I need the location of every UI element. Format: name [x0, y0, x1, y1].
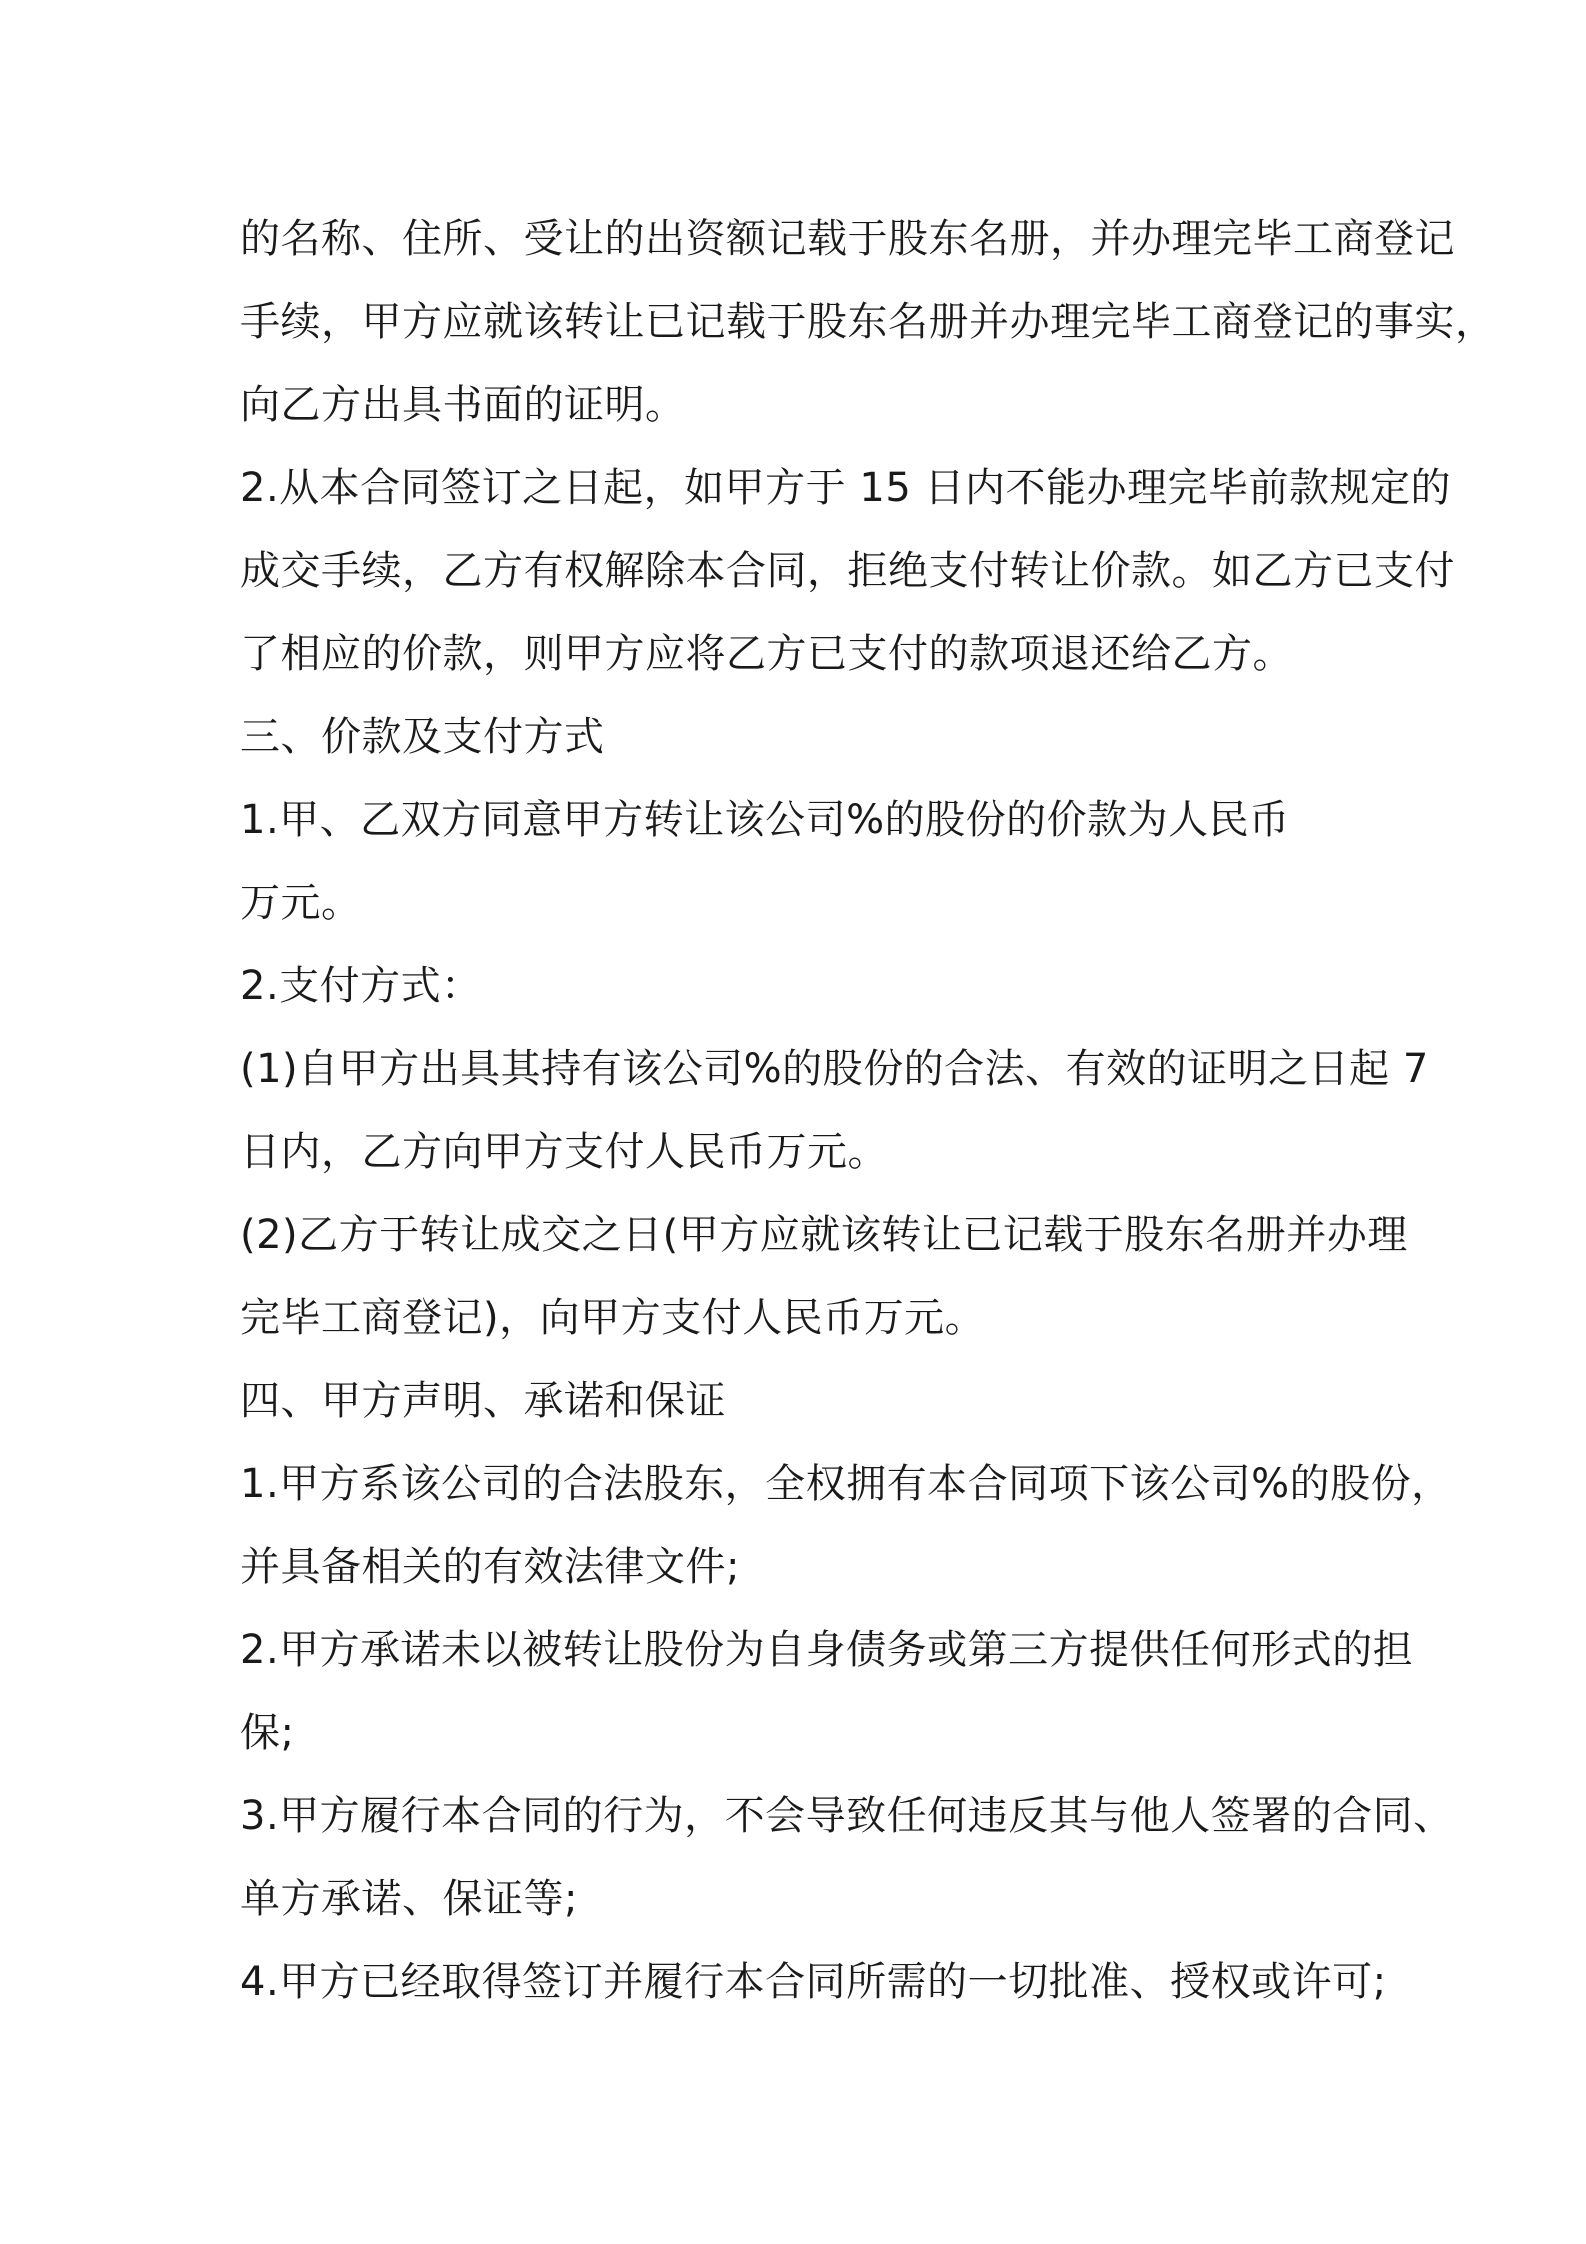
section-heading: 三、价款及支付方式	[240, 714, 605, 760]
text-line: 日内，乙方向甲方支付人民币万元。	[240, 1129, 888, 1175]
text-line: 2.甲方承诺未以被转让股份为自身债务或第三方提供任何形式的担	[240, 1627, 1414, 1673]
text-line: (1)自甲方出具其持有该公司%的股份的合法、有效的证明之日起 7	[240, 1046, 1429, 1092]
text-line: 万元。	[240, 880, 362, 926]
text-line: 2.从本合同签订之日起，如甲方于 15 日内不能办理完毕前款规定的	[240, 465, 1451, 511]
text-line: 向乙方出具书面的证明。	[240, 382, 686, 428]
text-line: 完毕工商登记)，向甲方支付人民币万元。	[240, 1295, 986, 1341]
section-heading: 四、甲方声明、承诺和保证	[240, 1378, 726, 1424]
text-line: 了相应的价款，则甲方应将乙方已支付的款项退还给乙方。	[240, 631, 1293, 677]
text-line: 的名称、住所、受让的出资额记载于股东名册，并办理完毕工商登记	[240, 216, 1455, 262]
text-line: 3.甲方履行本合同的行为，不会导致任何违反其与他人签署的合同、	[240, 1793, 1454, 1839]
text-line: 单方承诺、保证等;	[240, 1876, 578, 1922]
text-line: 成交手续，乙方有权解除本合同，拒绝支付转让价款。如乙方已支付	[240, 548, 1455, 594]
text-line: 并具备相关的有效法律文件;	[240, 1544, 740, 1590]
text-line: 4.甲方已经取得签订并履行本合同所需的一切批准、授权或许可;	[240, 1959, 1387, 2005]
text-line: (2)乙方于转让成交之日(甲方应就该转让已记载于股东名册并办理	[240, 1212, 1408, 1258]
text-line: 保;	[240, 1710, 295, 1756]
text-line: 手续，甲方应就该转让已记载于股东名册并办理完毕工商登记的事实，	[240, 299, 1496, 345]
text-line: 2.支付方式：	[240, 963, 482, 1009]
text-line: 1.甲、乙双方同意甲方转让该公司%的股份的价款为人民币	[240, 797, 1290, 843]
document-body	[240, 198, 1496, 2024]
text-line: 1.甲方系该公司的合法股东，全权拥有本合同项下该公司%的股份，	[240, 1461, 1452, 1507]
